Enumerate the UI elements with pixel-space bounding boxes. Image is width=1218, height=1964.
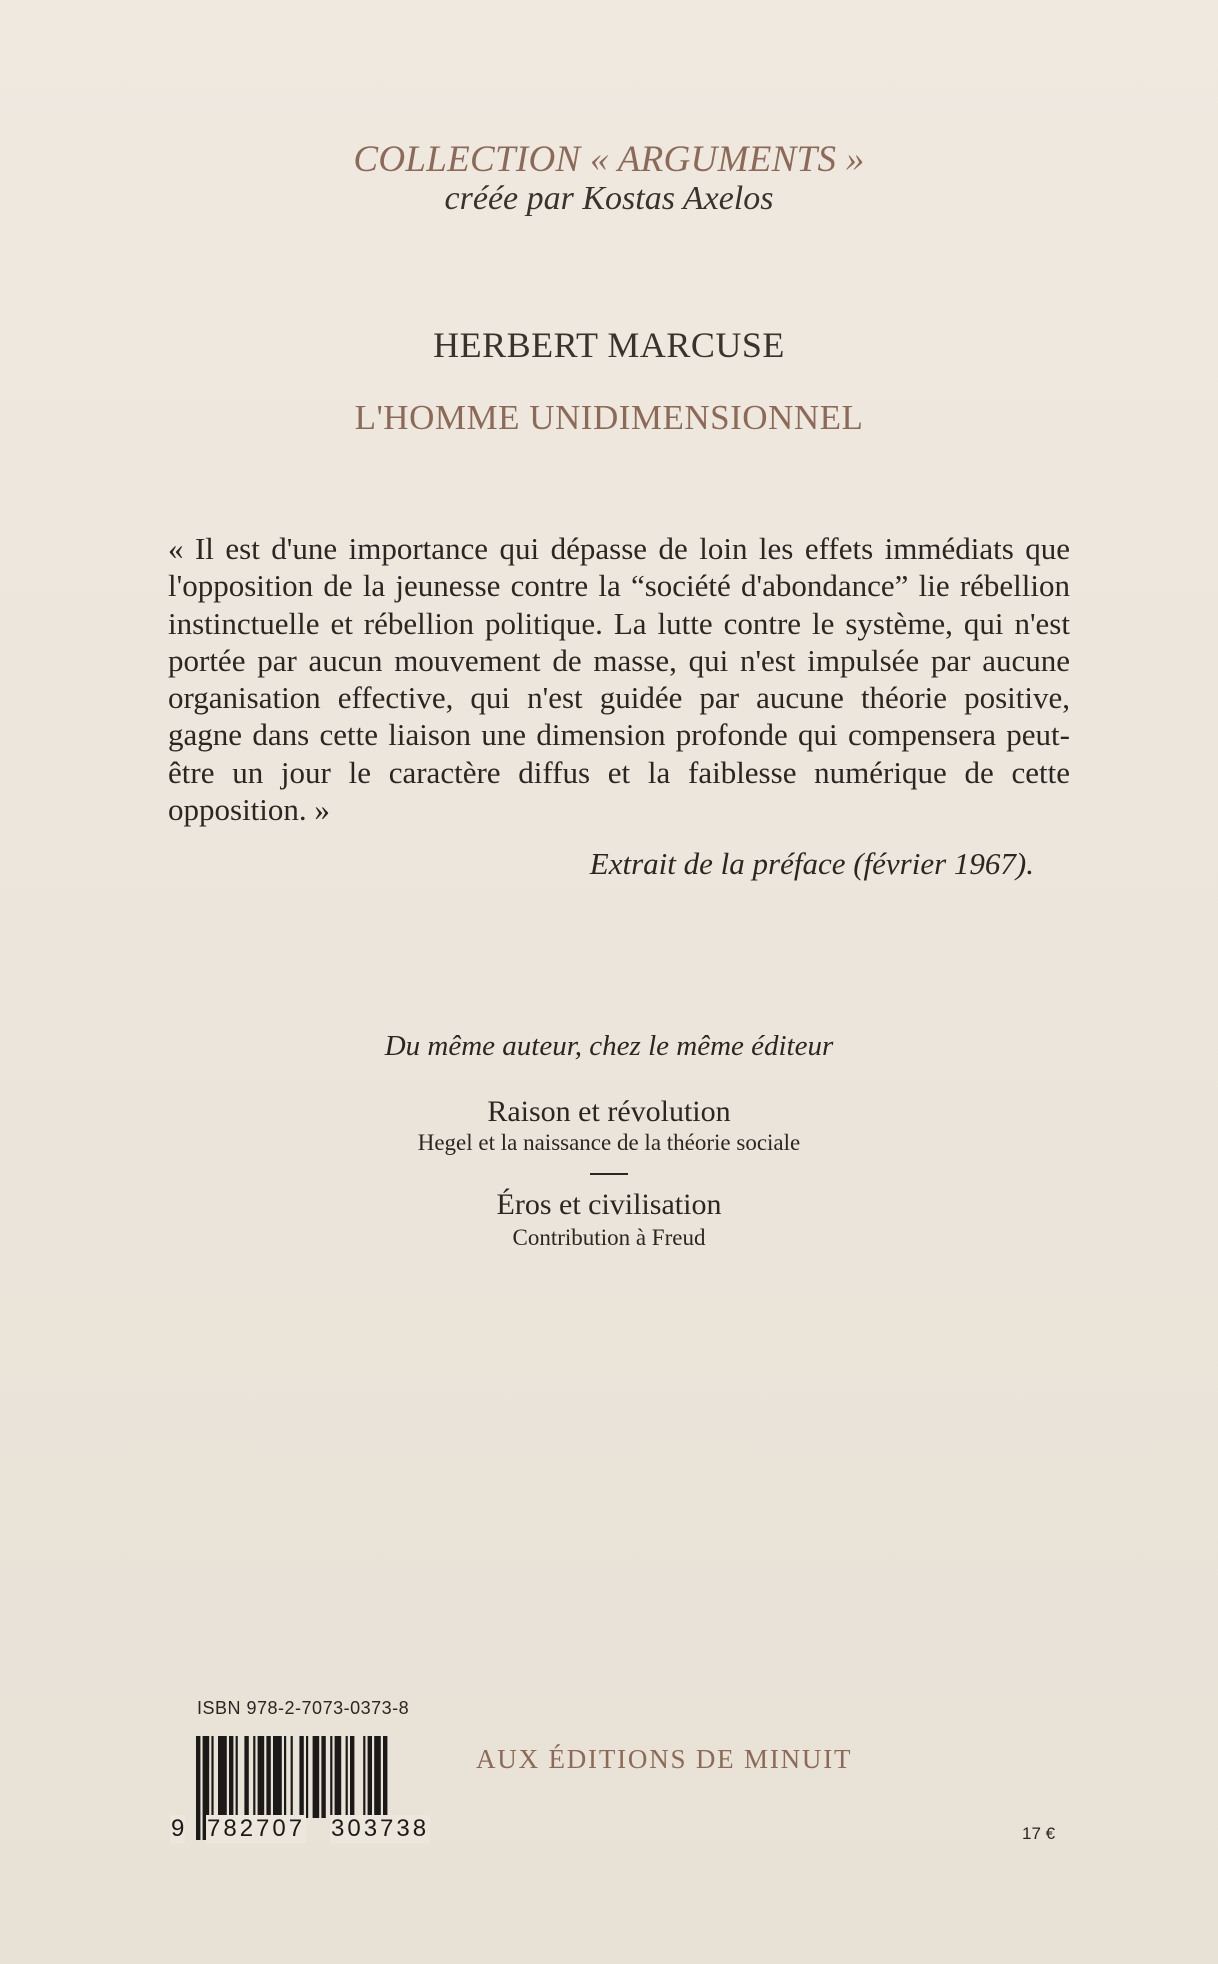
collection-name: COLLECTION « ARGUMENTS » xyxy=(353,139,865,180)
isbn-label: ISBN 978-2-7073-0373-8 xyxy=(197,1698,410,1718)
other-book-subtitle: Hegel et la naissance de la théorie sociale xyxy=(417,1130,801,1155)
publisher-name: AUX ÉDITIONS DE MINUIT xyxy=(476,1744,853,1774)
other-book-title: Raison et révolution xyxy=(487,1095,731,1128)
barcode-digit-group: 303738 xyxy=(331,1815,430,1842)
barcode-digit-first: 9 xyxy=(171,1815,185,1842)
other-book-title: Éros et civilisation xyxy=(496,1188,722,1221)
preface-quote: « Il est d'une importance qui dépasse de loin les effets immédiats que l'opposition de la jeunesse contre la “société d'abondance” lie rébellion instinctuelle et rébellion politique. La lutte contre le système, qui n'est portée par aucun mouvement de masse, qui n'est impulsée par aucune organisation effective, qui n'est guidée par aucune théorie positive, gagne dans cette liaison une dimension profonde qui compensera peut-être un jour le caractère diffus et la faiblesse numérique de cette opposition. » xyxy=(168,531,1070,828)
other-book-subtitle: Contribution à Freud xyxy=(512,1225,706,1250)
same-author-heading: Du même auteur, chez le même éditeur xyxy=(384,1030,834,1062)
quote-source: Extrait de la préface (février 1967). xyxy=(589,846,1034,881)
book-title: L'HOMME UNIDIMENSIONNEL xyxy=(354,398,864,437)
book-author: HERBERT MARCUSE xyxy=(433,325,785,365)
collection-creator: créée par Kostas Axelos xyxy=(444,180,774,217)
separator-rule xyxy=(590,1173,628,1175)
price-label: 17 € xyxy=(1022,1824,1056,1843)
barcode-digit-group: 782707 xyxy=(207,1815,306,1842)
